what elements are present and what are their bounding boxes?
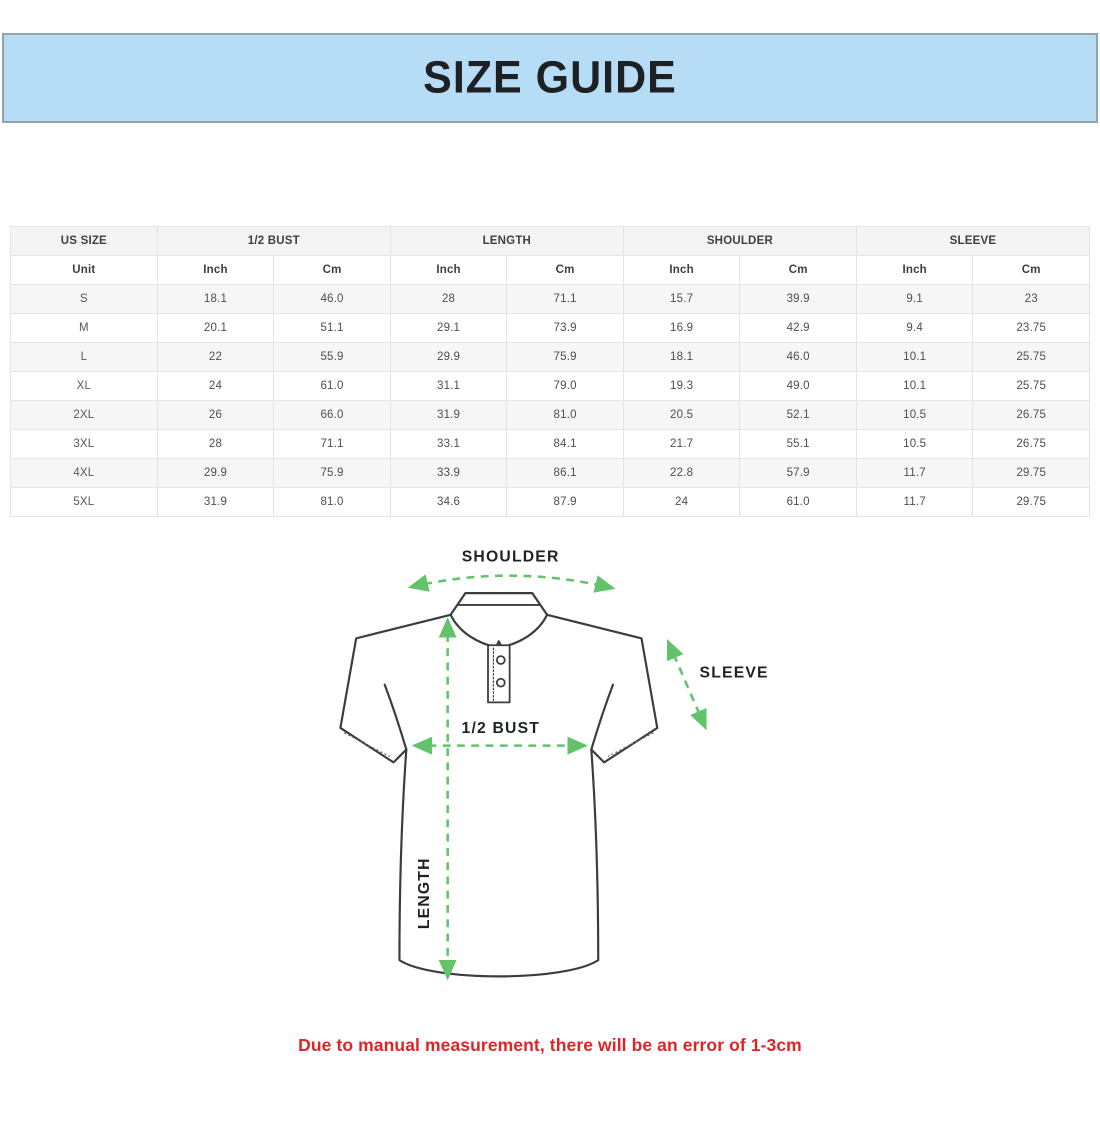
measurement-cell: 73.9 xyxy=(507,314,624,343)
measurement-cell: 79.0 xyxy=(507,372,624,401)
measurement-cell: 26.75 xyxy=(973,430,1090,459)
table-row-xl xyxy=(11,372,1090,401)
measurement-cell: 28 xyxy=(157,430,274,459)
measurement-cell: 11.7 xyxy=(856,488,973,517)
unit-cell-inch-3: Inch xyxy=(390,256,507,285)
size-table-wrapper xyxy=(10,226,1090,517)
measurement-cell: 42.9 xyxy=(740,314,857,343)
measurement-cell: 31.1 xyxy=(390,372,507,401)
measurement-cell: 10.1 xyxy=(856,372,973,401)
shirt-button xyxy=(497,679,505,687)
measurement-cell: 20.5 xyxy=(623,401,740,430)
table-row-4xl xyxy=(11,459,1090,488)
table-row-l xyxy=(11,343,1090,372)
measurement-cell: 10.5 xyxy=(856,430,973,459)
measurement-cell: 18.1 xyxy=(157,285,274,314)
measurement-cell: 34.6 xyxy=(390,488,507,517)
measurement-cell: 21.7 xyxy=(623,430,740,459)
size-label-cell: M xyxy=(11,314,158,343)
unit-cell-cm-2: Cm xyxy=(274,256,391,285)
measurement-cell: 57.9 xyxy=(740,459,857,488)
measurement-cell: 9.4 xyxy=(856,314,973,343)
size-table xyxy=(10,226,1090,517)
column-header-half-bust: 1/2 BUST xyxy=(157,227,390,256)
bust-label: 1/2 BUST xyxy=(461,719,541,737)
measurement-cell: 81.0 xyxy=(507,401,624,430)
measurement-cell: 55.9 xyxy=(274,343,391,372)
measurement-cell: 71.1 xyxy=(507,285,624,314)
measurement-cell: 55.1 xyxy=(740,430,857,459)
unit-header-cell: Unit xyxy=(11,256,158,285)
size-label-cell: 2XL xyxy=(11,401,158,430)
measurement-cell: 86.1 xyxy=(507,459,624,488)
measurement-cell: 10.5 xyxy=(856,401,973,430)
measurement-cell: 25.75 xyxy=(973,343,1090,372)
polo-shirt-illustration xyxy=(320,539,780,1031)
measurement-cell: 29.9 xyxy=(157,459,274,488)
measurement-cell: 81.0 xyxy=(274,488,391,517)
measurement-cell: 46.0 xyxy=(740,343,857,372)
measurement-cell: 39.9 xyxy=(740,285,857,314)
measurement-cell: 22 xyxy=(157,343,274,372)
measurement-cell: 33.1 xyxy=(390,430,507,459)
table-row-3xl xyxy=(11,430,1090,459)
measurement-cell: 15.7 xyxy=(623,285,740,314)
size-label-cell: S xyxy=(11,285,158,314)
measurement-cell: 61.0 xyxy=(274,372,391,401)
unit-cell-inch-5: Inch xyxy=(623,256,740,285)
measurement-cell: 75.9 xyxy=(507,343,624,372)
measurement-cell: 22.8 xyxy=(623,459,740,488)
measurement-cell: 20.1 xyxy=(157,314,274,343)
column-header-us-size: US SIZE xyxy=(11,227,158,256)
length-label: LENGTH xyxy=(415,857,433,930)
measurement-cell: 31.9 xyxy=(390,401,507,430)
table-row-2xl xyxy=(11,401,1090,430)
measurement-cell: 84.1 xyxy=(507,430,624,459)
size-table-head xyxy=(11,227,1090,285)
page-title: SIZE GUIDE xyxy=(423,52,677,103)
unit-cell-inch-1: Inch xyxy=(157,256,274,285)
measurement-cell: 71.1 xyxy=(274,430,391,459)
measurement-cell: 29.1 xyxy=(390,314,507,343)
table-row-m xyxy=(11,314,1090,343)
measurement-cell: 75.9 xyxy=(274,459,391,488)
size-table-body xyxy=(11,285,1090,517)
measurement-cell: 23 xyxy=(973,285,1090,314)
measurement-cell: 19.3 xyxy=(623,372,740,401)
measurement-cell: 11.7 xyxy=(856,459,973,488)
table-row-5xl xyxy=(11,488,1090,517)
measurement-cell: 26.75 xyxy=(973,401,1090,430)
sleeve-label: SLEEVE xyxy=(699,664,769,682)
measurement-cell: 31.9 xyxy=(157,488,274,517)
size-label-cell: 4XL xyxy=(11,459,158,488)
size-label-cell: L xyxy=(11,343,158,372)
shoulder-label: SHOULDER xyxy=(461,548,560,566)
shirt-outline xyxy=(340,593,657,976)
unit-cell-cm-4: Cm xyxy=(507,256,624,285)
measurement-cell: 28 xyxy=(390,285,507,314)
measurement-cell: 46.0 xyxy=(274,285,391,314)
measurement-cell: 33.9 xyxy=(390,459,507,488)
measurement-cell: 61.0 xyxy=(740,488,857,517)
sleeve-arrow xyxy=(668,641,705,728)
size-label-cell: 5XL xyxy=(11,488,158,517)
column-header-length: LENGTH xyxy=(390,227,623,256)
measurement-cell: 66.0 xyxy=(274,401,391,430)
measurement-cell: 25.75 xyxy=(973,372,1090,401)
measurement-disclaimer: Due to manual measurement, there will be an error of 1-3cm xyxy=(298,1035,802,1055)
table-unit-header-row xyxy=(11,256,1090,285)
size-label-cell: 3XL xyxy=(11,430,158,459)
unit-cell-inch-7: Inch xyxy=(856,256,973,285)
table-row-s xyxy=(11,285,1090,314)
measurement-cell: 9.1 xyxy=(856,285,973,314)
column-header-shoulder: SHOULDER xyxy=(623,227,856,256)
measurement-cell: 52.1 xyxy=(740,401,857,430)
column-header-sleeve: SLEEVE xyxy=(856,227,1089,256)
unit-cell-cm-6: Cm xyxy=(740,256,857,285)
measurement-cell: 23.75 xyxy=(973,314,1090,343)
shoulder-arrow xyxy=(410,576,613,589)
measurement-cell: 29.9 xyxy=(390,343,507,372)
measurement-cell: 24 xyxy=(157,372,274,401)
measurement-cell: 51.1 xyxy=(274,314,391,343)
table-group-header-row xyxy=(11,227,1090,256)
measurement-cell: 26 xyxy=(157,401,274,430)
unit-cell-cm-8: Cm xyxy=(973,256,1090,285)
shirt-button xyxy=(497,656,505,664)
size-label-cell: XL xyxy=(11,372,158,401)
measurement-cell: 16.9 xyxy=(623,314,740,343)
measurement-cell: 29.75 xyxy=(973,459,1090,488)
measurement-cell: 49.0 xyxy=(740,372,857,401)
measurement-cell: 29.75 xyxy=(973,488,1090,517)
measurement-diagram xyxy=(0,539,1100,1031)
measurement-cell: 18.1 xyxy=(623,343,740,372)
measurement-cell: 24 xyxy=(623,488,740,517)
measurement-cell: 10.1 xyxy=(856,343,973,372)
size-guide-banner xyxy=(2,33,1098,123)
measurement-cell: 87.9 xyxy=(507,488,624,517)
